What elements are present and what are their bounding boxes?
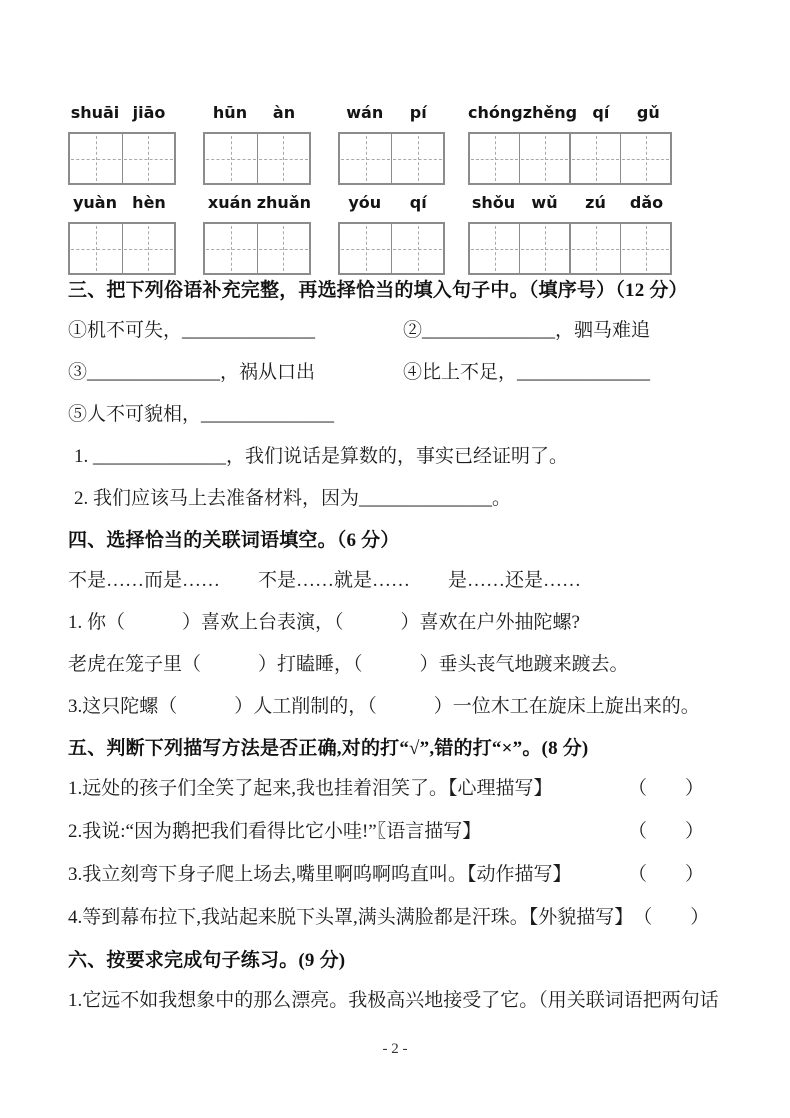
writing-cell: [70, 134, 122, 183]
writing-cell: [620, 224, 670, 273]
idiom-pair-row: [68, 362, 732, 384]
judge-item-text: 2.我说:“因为鹅把我们看得比它小哇!”〖语言描写】: [68, 821, 482, 842]
character-writing-grid: [338, 132, 445, 185]
character-writing-grid: [468, 132, 672, 185]
writing-cell: [340, 134, 391, 183]
idiom-pair-row: [68, 320, 732, 342]
pinyin-syllable: qí: [409, 193, 427, 212]
writing-cell: [519, 134, 569, 183]
pinyin-grid-group: [203, 103, 311, 185]
idiom-item-2: ②______________，驷马难追: [403, 320, 651, 341]
pinyin-syllable: zhuǎn: [256, 193, 311, 212]
writing-cell: [470, 224, 519, 273]
pinyin-grid-group: [68, 193, 176, 275]
writing-cell: [391, 224, 443, 273]
idiom-item-5: ⑤人不可貌相，______________: [68, 404, 335, 425]
pinyin-label: [468, 103, 672, 125]
pinyin-grid-group: [338, 103, 445, 185]
pinyin-label: [468, 193, 672, 215]
pinyin-label: [203, 193, 311, 215]
pinyin-syllable: pí: [409, 103, 427, 122]
conjunction-item-3: 3.这只陀螺（ ）人工削制的，（ ）一位木工在旋床上旋出来的。: [68, 696, 700, 717]
character-writing-grid: [203, 222, 311, 275]
answer-parentheses: （ ）: [627, 778, 704, 799]
pinyin-syllable: shǒu: [471, 193, 516, 212]
judge-item-text: 4.等到幕布拉下,我站起来脱下头罩,满头满脸都是汗珠。【外貌描写】: [68, 907, 634, 928]
pinyin-syllable: wǔ: [531, 193, 558, 212]
judge-item-3: [68, 864, 732, 886]
pinyin-syllable: dǎo: [629, 193, 664, 212]
writing-cell: [122, 224, 175, 273]
character-writing-grid: [68, 222, 176, 275]
writing-cell: [257, 134, 310, 183]
idiom-item-4: ④比上不足，______________: [403, 362, 651, 383]
answer-parentheses: （ ）: [627, 864, 704, 885]
conjunction-item-2: 老虎在笼子里（ ）打瞌睡，（ ）垂头丧气地踱来踱去。: [68, 654, 629, 675]
conjunction-word-bank: 不是……而是…… 不是……就是…… 是……还是……: [68, 570, 582, 591]
pinyin-grid-row-2: [68, 193, 732, 275]
pinyin-label: [338, 193, 445, 215]
pinyin-syllable: hūn: [212, 103, 248, 122]
pinyin-syllable: wán: [346, 103, 384, 122]
idiom-item-3: ③______________，祸从口出: [68, 362, 316, 383]
character-writing-grid: [468, 222, 672, 275]
pinyin-syllable: zú: [585, 193, 606, 212]
pinyin-grid-group: [468, 103, 672, 185]
section-five-heading: 五、判断下列描写方法是否正确,对的打“√”,错的打“×”。(8 分): [68, 738, 589, 759]
writing-cell: [205, 224, 257, 273]
pinyin-grid-group: [468, 193, 672, 275]
writing-cell: [391, 134, 443, 183]
idiom-item-1: ①机不可失，______________: [68, 320, 316, 341]
section-three: [68, 280, 732, 510]
fill-sentence-1: 1. ______________，我们说话是算数的，事实已经证明了。: [74, 446, 569, 467]
section-five: [68, 738, 732, 929]
writing-cell: [122, 134, 175, 183]
pinyin-syllable: shuāi: [70, 103, 120, 122]
character-writing-grid: [68, 132, 176, 185]
writing-cell: [470, 134, 519, 183]
pinyin-syllable: àn: [272, 103, 296, 122]
pinyin-syllable: jiāo: [132, 103, 166, 122]
pinyin-label: [68, 103, 176, 125]
answer-parentheses: （ ）: [627, 821, 704, 842]
judge-item-text: 1.远处的孩子们全笑了起来,我也挂着泪笑了。【心理描写】: [68, 778, 553, 799]
pinyin-grid-group: [203, 193, 311, 275]
writing-cell: [519, 224, 569, 273]
answer-parentheses: （ ）: [633, 907, 710, 928]
pinyin-syllable: yóu: [348, 193, 382, 212]
section-six: [68, 950, 732, 1012]
pinyin-label: [68, 193, 176, 215]
section-three-heading: 三、把下列俗语补充完整，再选择恰当的填入句子中。（填序号）（12 分）: [68, 280, 688, 301]
writing-cell: [620, 134, 670, 183]
writing-cell: [569, 224, 620, 273]
pinyin-grid-group: [338, 193, 445, 275]
page-number: - 2 -: [382, 1041, 408, 1057]
fill-sentence-2: 2. 我们应该马上去准备材料，因为______________。: [74, 488, 512, 509]
pinyin-label: [203, 103, 311, 125]
pinyin-syllable: yuàn: [72, 193, 117, 212]
pinyin-grid-group: [68, 103, 176, 185]
conjunction-item-1: 1. 你（ ）喜欢上台表演，（ ）喜欢在户外抽陀螺?: [68, 612, 580, 633]
pinyin-syllable: hèn: [132, 193, 166, 212]
judge-item-2: [68, 821, 732, 843]
judge-item-4: [68, 907, 732, 929]
writing-cell: [569, 134, 620, 183]
sentence-practice-item-1: 1.它远不如我想象中的那么漂亮。我极高兴地接受了它。（用关联词语把两句话: [68, 990, 719, 1011]
pinyin-syllable: zhěng: [522, 103, 578, 122]
writing-cell: [70, 224, 122, 273]
section-four: [68, 530, 732, 718]
pinyin-syllable: gǔ: [636, 103, 660, 122]
judge-item-text: 3.我立刻弯下身子爬上场去,嘴里啊呜啊呜直叫。【动作描写】: [68, 864, 572, 885]
writing-cell: [205, 134, 257, 183]
writing-cell: [340, 224, 391, 273]
judge-item-1: [68, 778, 732, 800]
section-six-heading: 六、按要求完成句子练习。(9 分): [68, 950, 346, 971]
pinyin-grid-row-1: [68, 103, 732, 185]
character-writing-grid: [203, 132, 311, 185]
pinyin-label: [338, 103, 445, 125]
writing-cell: [257, 224, 310, 273]
pinyin-syllable: xuán: [207, 193, 252, 212]
character-writing-grid: [338, 222, 445, 275]
section-four-heading: 四、选择恰当的关联词语填空。（6 分）: [68, 530, 400, 551]
pinyin-syllable: qí: [592, 103, 610, 122]
pinyin-syllable: chóng: [468, 103, 523, 122]
